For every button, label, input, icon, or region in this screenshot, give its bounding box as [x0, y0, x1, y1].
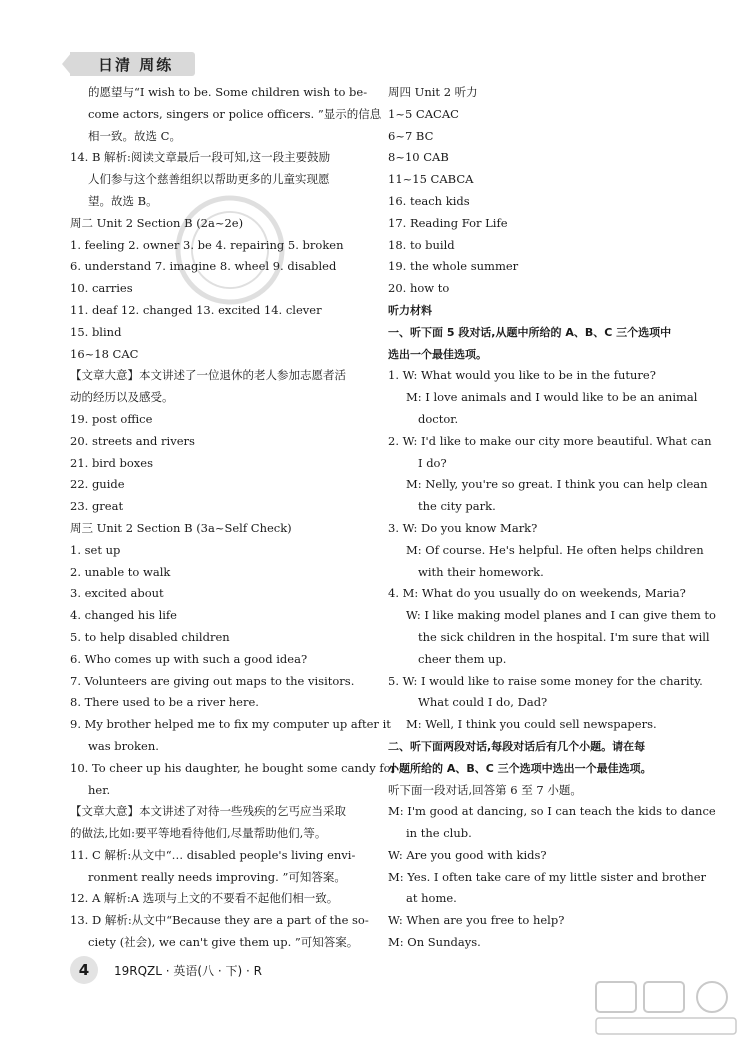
text-line: 小题所给的 A、B、C 三个选项中选出一个最佳选项。	[388, 761, 652, 775]
text-line: 选出一个最佳选项。	[388, 347, 487, 361]
text-line: M: Of course. He's helpful. He often helps children	[406, 542, 704, 557]
text-line: 16. teach kids	[388, 193, 470, 208]
text-line: 望。故选 B。	[88, 193, 158, 208]
text-line: M: On Sundays.	[388, 935, 481, 950]
text-line: 听力材料	[388, 303, 432, 317]
text-line: M: Nelly, you're so great. I think you can help clean	[406, 477, 708, 492]
text-line: 一、听下面 5 段对话,从题中所给的 A、B、C 三个选项中	[388, 325, 672, 339]
text-line: W: When are you free to help?	[388, 913, 565, 928]
text-line: 【文章大意】本文讲述了对待一些残疾的乞丐应当采取	[70, 804, 346, 819]
text-line: doctor.	[418, 411, 459, 426]
text-line: the city park.	[418, 499, 496, 514]
text-line: ronment really needs improving. ”可知答案。	[88, 869, 346, 884]
text-line: 听下面一段对话,回答第 6 至 7 小题。	[388, 782, 582, 797]
text-line: W: Are you good with kids?	[388, 847, 547, 862]
text-line: 11. deaf 12. changed 13. excited 14. clever	[70, 302, 322, 317]
text-line: M: I love animals and I would like to be an animal	[406, 390, 698, 405]
text-line: 周四 Unit 2 听力	[388, 85, 478, 99]
text-line: 13. D 解析:从文中“Because they are a part of the so-	[70, 913, 369, 928]
header-title: 日清 周练	[98, 56, 174, 74]
text-line: cheer them up.	[418, 651, 507, 666]
text-line: 5. W: I would like to raise some money for the charity.	[388, 673, 703, 688]
text-line: 11. C 解析:从文中“… disabled people's living envi-	[70, 847, 356, 862]
text-line: What could I do, Dad?	[418, 695, 548, 710]
text-line: 的愿望与“I wish to be. Some children wish to be-	[88, 85, 368, 99]
text-line: 动的经历以及感受。	[70, 390, 174, 405]
text-line: 3. excited about	[70, 586, 164, 601]
text-line: 19. the whole summer	[388, 259, 519, 274]
text-line: was broken.	[88, 738, 159, 753]
text-line: 周二 Unit 2 Section B (2a~2e)	[70, 215, 244, 230]
text-line: in the club.	[406, 826, 472, 841]
text-line: 1~5 CACAC	[388, 106, 459, 121]
text-line: 7. Volunteers are giving out maps to the visitors.	[70, 673, 355, 688]
text-line: come actors, singers or police officers. ”显示的信息	[88, 106, 382, 121]
text-line: 22. guide	[70, 477, 125, 492]
text-line: 6~7 BC	[388, 128, 434, 143]
text-line: 1. set up	[70, 542, 121, 557]
text-line: 12. A 解析:A 选项与上文的不要看不起他们相一致。	[70, 891, 339, 906]
text-line: 人们参与这个慈善组织以帮助更多的儿童实现愿	[88, 172, 330, 187]
brand-logo-watermark	[592, 978, 742, 1038]
text-line: 14. B 解析:阅读文章最后一段可知,这一段主要鼓励	[70, 150, 331, 165]
text-line: 8. There used to be a river here.	[70, 695, 259, 710]
text-line: 19. post office	[70, 411, 153, 426]
text-line: 16~18 CAC	[70, 346, 139, 361]
text-line: at home.	[406, 891, 457, 906]
text-line: 1. W: What would you like to be in the future?	[388, 368, 656, 383]
text-line: W: I like making model planes and I can give them to	[406, 608, 716, 623]
text-line: 2. W: I'd like to make our city more beautiful. What can	[388, 433, 712, 448]
text-line: 的做法,比如:要平等地看待他们,尽量帮助他们,等。	[70, 826, 327, 841]
text-line: ciety (社会), we can't give them up. ”可知答案。	[88, 935, 359, 950]
text-line: 8~10 CAB	[388, 150, 449, 165]
text-line: 17. Reading For Life	[388, 215, 508, 230]
text-line: 2. unable to walk	[70, 564, 171, 579]
text-line: 15. blind	[70, 324, 122, 339]
text-line: M: I'm good at dancing, so I can teach the kids to dance	[388, 804, 716, 819]
text-line: 3. W: Do you know Mark?	[388, 520, 538, 535]
text-line: with their homework.	[418, 564, 544, 579]
text-line: 20. streets and rivers	[70, 433, 195, 448]
text-line: 11~15 CABCA	[388, 172, 474, 187]
page-number: 4	[70, 956, 98, 984]
text-line: 二、听下面两段对话,每段对话后有几个小题。请在每	[388, 739, 646, 753]
text-line: 21. bird boxes	[70, 455, 153, 470]
text-line: 10. carries	[70, 281, 133, 296]
text-line: 23. great	[70, 499, 124, 514]
text-line: 6. Who comes up with such a good idea?	[70, 651, 308, 666]
text-line: her.	[88, 782, 111, 797]
text-line: 4. M: What do you usually do on weekends, Maria?	[388, 586, 686, 601]
book-code: 19RQZL · 英语(八 · 下) · R	[114, 964, 262, 978]
right-answer-column	[388, 82, 716, 954]
text-line: M: Well, I think you could sell newspapers.	[406, 717, 657, 732]
text-line: I do?	[418, 455, 447, 470]
text-line: 10. To cheer up his daughter, he bought some candy for	[70, 760, 397, 775]
text-line: 1. feeling 2. owner 3. be 4. repairing 5. broken	[70, 237, 344, 252]
text-line: M: Yes. I often take care of my little sister and brother	[388, 869, 707, 884]
text-line: 相一致。故选 C。	[88, 128, 181, 143]
text-line: 周三 Unit 2 Section B (3a~Self Check)	[70, 520, 292, 535]
text-line: 5. to help disabled children	[70, 629, 230, 644]
text-line: 18. to build	[388, 237, 455, 252]
text-line: 6. understand 7. imagine 8. wheel 9. disabled	[70, 259, 337, 274]
text-line: 20. how to	[388, 281, 450, 296]
text-line: 【文章大意】本文讲述了一位退休的老人参加志愿者活	[70, 368, 346, 383]
text-line: the sick children in the hospital. I'm sure that will	[418, 629, 710, 644]
text-line: 9. My brother helped me to fix my computer up after it	[70, 717, 391, 732]
text-line: 4. changed his life	[70, 608, 177, 623]
